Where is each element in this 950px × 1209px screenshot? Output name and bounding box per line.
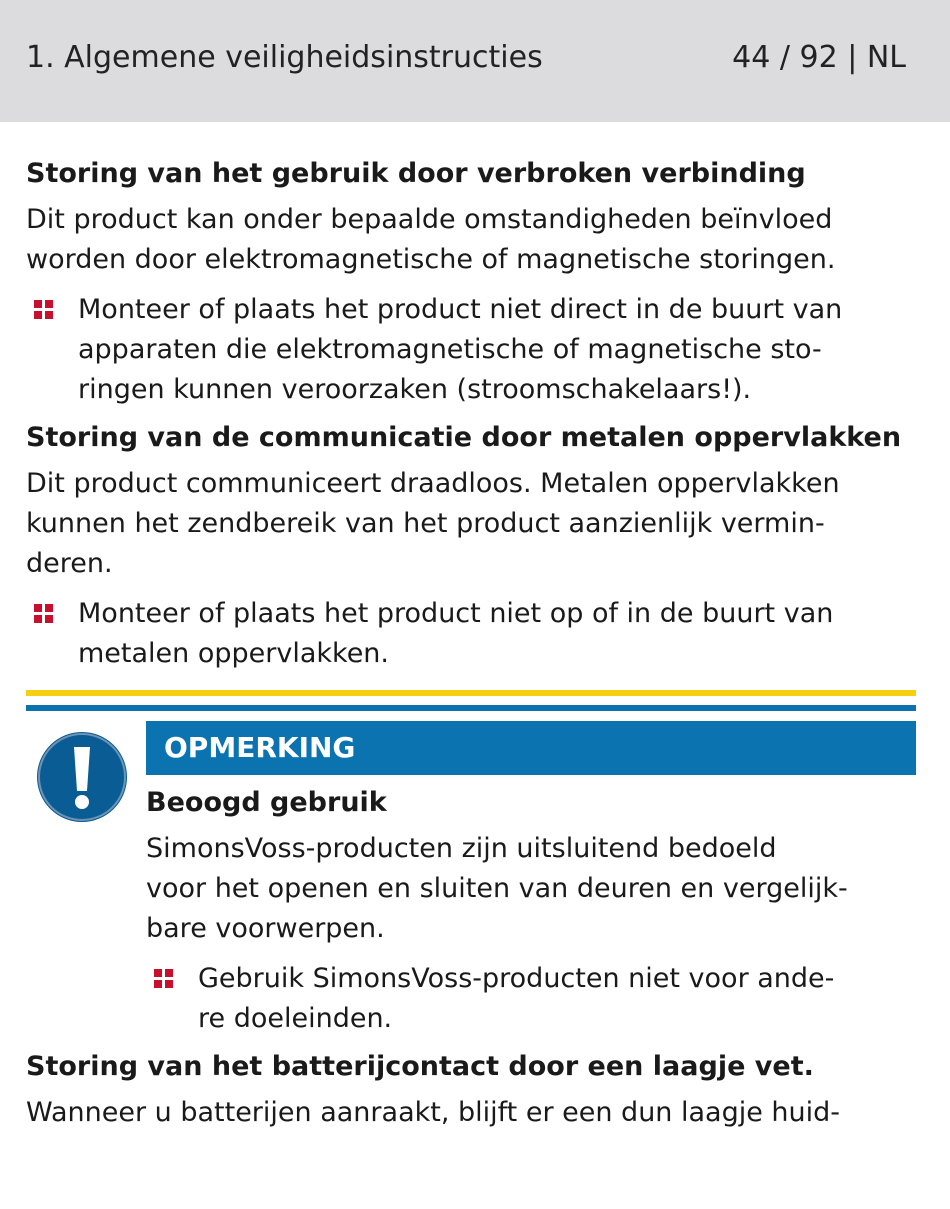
section-title: 1. Algemene veiligheidsinstructies [26,40,543,75]
bullet-line: Gebruik SimonsVoss-producten niet voor ande- [198,963,835,994]
bullet-line: apparaten die elektromagnetische of magnetische sto- [78,334,822,365]
notice-subheading: Beoogd gebruik [146,787,387,818]
divider-yellow [26,690,916,696]
paragraph-line: kunnen het zendbereik van het product aanzienlijk vermin- [26,508,825,539]
bullet-icon [34,604,54,624]
section-heading: Storing van het batterijcontact door een laagje vet. [26,1051,814,1082]
bullet-line: ringen kunnen veroorzaken (stroomschakelaars!). [78,374,752,405]
paragraph-line: Wanneer u batterijen aanraakt, blijft er een dun laagje huid- [26,1097,841,1128]
notice-box [26,721,916,1039]
section-heading: Storing van het gebruik door verbroken verbinding [26,158,806,189]
page-content [26,152,916,1133]
paragraph-line: Dit product communiceert draadloos. Metalen oppervlakken [26,468,840,499]
bullet-item [146,959,916,1039]
exclamation-icon [34,729,130,825]
paragraph-line: SimonsVoss-producten zijn uitsluitend bedoeld [146,833,777,864]
paragraph-line: bare voorwerpen. [146,913,385,944]
bullet-line: Monteer of plaats het product niet op of in de buurt van [78,598,834,629]
paragraph-line: voor het openen en sluiten van deuren en vergelijk- [146,873,848,904]
divider-blue [26,705,916,711]
page-header [0,0,950,122]
paragraph-line: worden door elektromagnetische of magnetische storingen. [26,244,836,275]
bullet-icon [154,969,174,989]
section-heading: Storing van de communicatie door metalen oppervlakken [26,422,902,453]
bullet-line: re doeleinden. [198,1003,393,1034]
paragraph-line: Dit product kan onder bepaalde omstandigheden beïnvloed [26,204,833,235]
page-indicator: 44 / 92 | NL [732,40,906,75]
notice-label: OPMERKING [146,721,916,775]
bullet-item [26,594,916,674]
paragraph-line: deren. [26,548,113,579]
bullet-line: Monteer of plaats het product niet direct in de buurt van [78,294,843,325]
bullet-line: metalen oppervlakken. [78,638,390,669]
bullet-item [26,290,916,410]
bullet-icon [34,300,54,320]
